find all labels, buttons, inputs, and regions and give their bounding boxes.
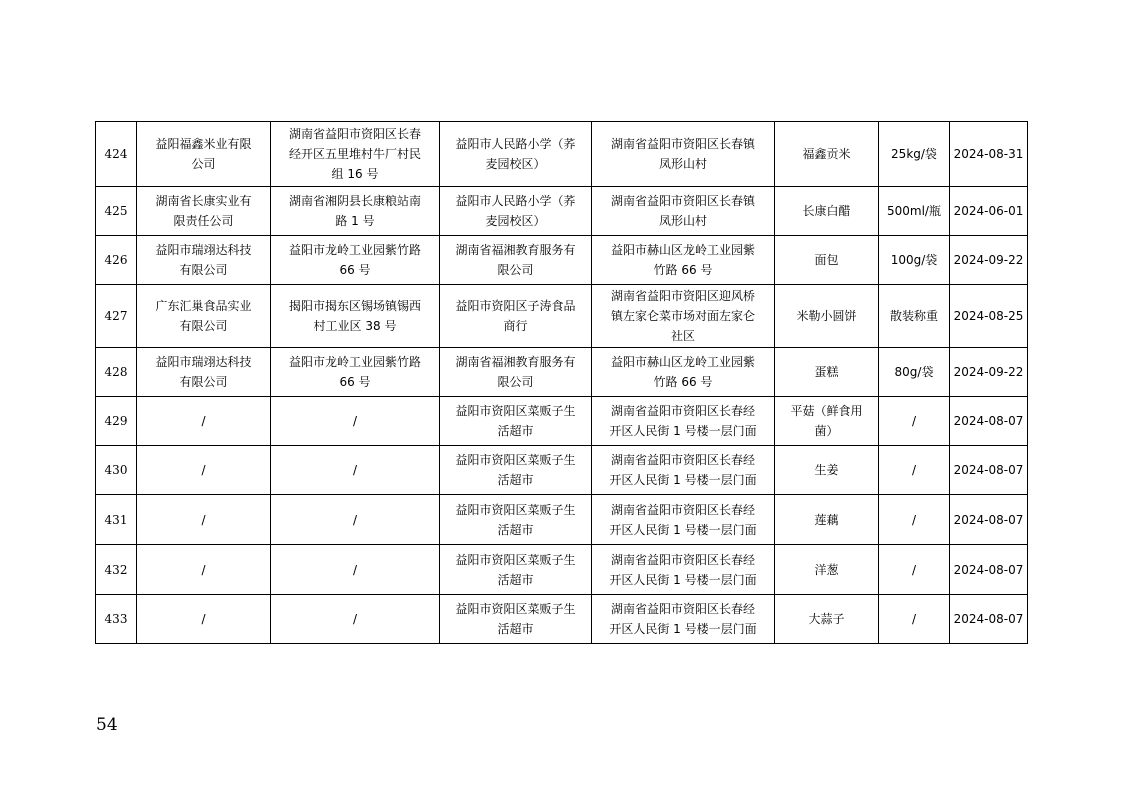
production-date-cell: 2024-08-07 [950,397,1028,446]
specification-cell: 100g/袋 [879,236,950,285]
serial-number-cell: 429 [96,397,137,446]
producer-address-cell: 湖南省湘阴县长康粮站南 路 1 号 [271,187,440,236]
specification-cell: / [879,595,950,644]
sampled-unit-cell: 益阳市资阳区菜贩子生 活超市 [440,446,592,495]
sampled-address-cell: 湖南省益阳市资阳区长春经 开区人民街 1 号楼一层门面 [592,495,775,545]
production-date-cell: 2024-09-22 [950,348,1028,397]
table-row [96,495,1028,545]
serial-number-cell: 428 [96,348,137,397]
serial-number-cell: 427 [96,285,137,348]
producer-address-cell: / [271,495,440,545]
producer-address-cell: / [271,595,440,644]
specification-cell: 500ml/瓶 [879,187,950,236]
table-row [96,187,1028,236]
table-row [96,285,1028,348]
production-date-cell: 2024-08-25 [950,285,1028,348]
producer-name-cell: 广东汇巢食品实业 有限公司 [137,285,271,348]
production-date-cell: 2024-08-07 [950,495,1028,545]
production-date-cell: 2024-08-31 [950,122,1028,187]
production-date-cell: 2024-08-07 [950,545,1028,595]
product-name-cell: 长康白醋 [775,187,879,236]
product-name-cell: 莲藕 [775,495,879,545]
producer-name-cell: 益阳市瑞翊达科技 有限公司 [137,236,271,285]
producer-name-cell: / [137,545,271,595]
product-name-cell: 面包 [775,236,879,285]
producer-address-cell: / [271,446,440,495]
producer-address-cell: / [271,397,440,446]
producer-name-cell: 益阳福鑫米业有限 公司 [137,122,271,187]
specification-cell: / [879,446,950,495]
producer-name-cell: 湖南省长康实业有 限责任公司 [137,187,271,236]
specification-cell: / [879,545,950,595]
product-name-cell: 福鑫贡米 [775,122,879,187]
sampled-address-cell: 湖南省益阳市资阳区长春镇 凤形山村 [592,122,775,187]
sampled-unit-cell: 益阳市人民路小学（荞 麦园校区） [440,122,592,187]
production-date-cell: 2024-06-01 [950,187,1028,236]
sampled-address-cell: 湖南省益阳市资阳区迎风桥 镇左家仑菜市场对面左家仑 社区 [592,285,775,348]
sampled-unit-cell: 益阳市资阳区菜贩子生 活超市 [440,495,592,545]
serial-number-cell: 430 [96,446,137,495]
serial-number-cell: 431 [96,495,137,545]
sampling-results-table [95,121,1028,644]
page-number: 54 [96,715,118,735]
producer-name-cell: / [137,397,271,446]
product-name-cell: 蛋糕 [775,348,879,397]
sampled-address-cell: 湖南省益阳市资阳区长春镇 凤形山村 [592,187,775,236]
sampled-address-cell: 益阳市赫山区龙岭工业园紫 竹路 66 号 [592,236,775,285]
specification-cell: / [879,495,950,545]
specification-cell: 25kg/袋 [879,122,950,187]
table-row [96,595,1028,644]
serial-number-cell: 433 [96,595,137,644]
serial-number-cell: 426 [96,236,137,285]
serial-number-cell: 425 [96,187,137,236]
producer-name-cell: / [137,595,271,644]
sampled-address-cell: 益阳市赫山区龙岭工业园紫 竹路 66 号 [592,348,775,397]
production-date-cell: 2024-08-07 [950,446,1028,495]
sampled-unit-cell: 益阳市资阳区菜贩子生 活超市 [440,545,592,595]
sampled-unit-cell: 湖南省福湘教育服务有 限公司 [440,236,592,285]
sampled-unit-cell: 湖南省福湘教育服务有 限公司 [440,348,592,397]
producer-name-cell: / [137,495,271,545]
table-body [96,122,1028,644]
sampled-address-cell: 湖南省益阳市资阳区长春经 开区人民街 1 号楼一层门面 [592,545,775,595]
table-row [96,545,1028,595]
table-row [96,348,1028,397]
specification-cell: 散装称重 [879,285,950,348]
table-row [96,397,1028,446]
sampled-address-cell: 湖南省益阳市资阳区长春经 开区人民街 1 号楼一层门面 [592,595,775,644]
specification-cell: / [879,397,950,446]
product-name-cell: 米勒小圆饼 [775,285,879,348]
producer-address-cell: 揭阳市揭东区锡场镇锡西 村工业区 38 号 [271,285,440,348]
sampled-unit-cell: 益阳市资阳区菜贩子生 活超市 [440,397,592,446]
producer-address-cell: / [271,545,440,595]
sampled-address-cell: 湖南省益阳市资阳区长春经 开区人民街 1 号楼一层门面 [592,446,775,495]
sampled-unit-cell: 益阳市资阳区菜贩子生 活超市 [440,595,592,644]
table-row [96,446,1028,495]
producer-address-cell: 湖南省益阳市资阳区长春 经开区五里堆村牛厂村民 组 16 号 [271,122,440,187]
sampled-unit-cell: 益阳市资阳区子涛食品 商行 [440,285,592,348]
producer-address-cell: 益阳市龙岭工业园紫竹路 66 号 [271,236,440,285]
product-name-cell: 平菇（鲜食用 菌） [775,397,879,446]
producer-name-cell: / [137,446,271,495]
specification-cell: 80g/袋 [879,348,950,397]
production-date-cell: 2024-09-22 [950,236,1028,285]
product-name-cell: 生姜 [775,446,879,495]
serial-number-cell: 432 [96,545,137,595]
product-name-cell: 大蒜子 [775,595,879,644]
producer-address-cell: 益阳市龙岭工业园紫竹路 66 号 [271,348,440,397]
producer-name-cell: 益阳市瑞翊达科技 有限公司 [137,348,271,397]
production-date-cell: 2024-08-07 [950,595,1028,644]
table-row [96,236,1028,285]
serial-number-cell: 424 [96,122,137,187]
sampled-address-cell: 湖南省益阳市资阳区长春经 开区人民街 1 号楼一层门面 [592,397,775,446]
table-row [96,122,1028,187]
product-name-cell: 洋葱 [775,545,879,595]
sampled-unit-cell: 益阳市人民路小学（荞 麦园校区） [440,187,592,236]
